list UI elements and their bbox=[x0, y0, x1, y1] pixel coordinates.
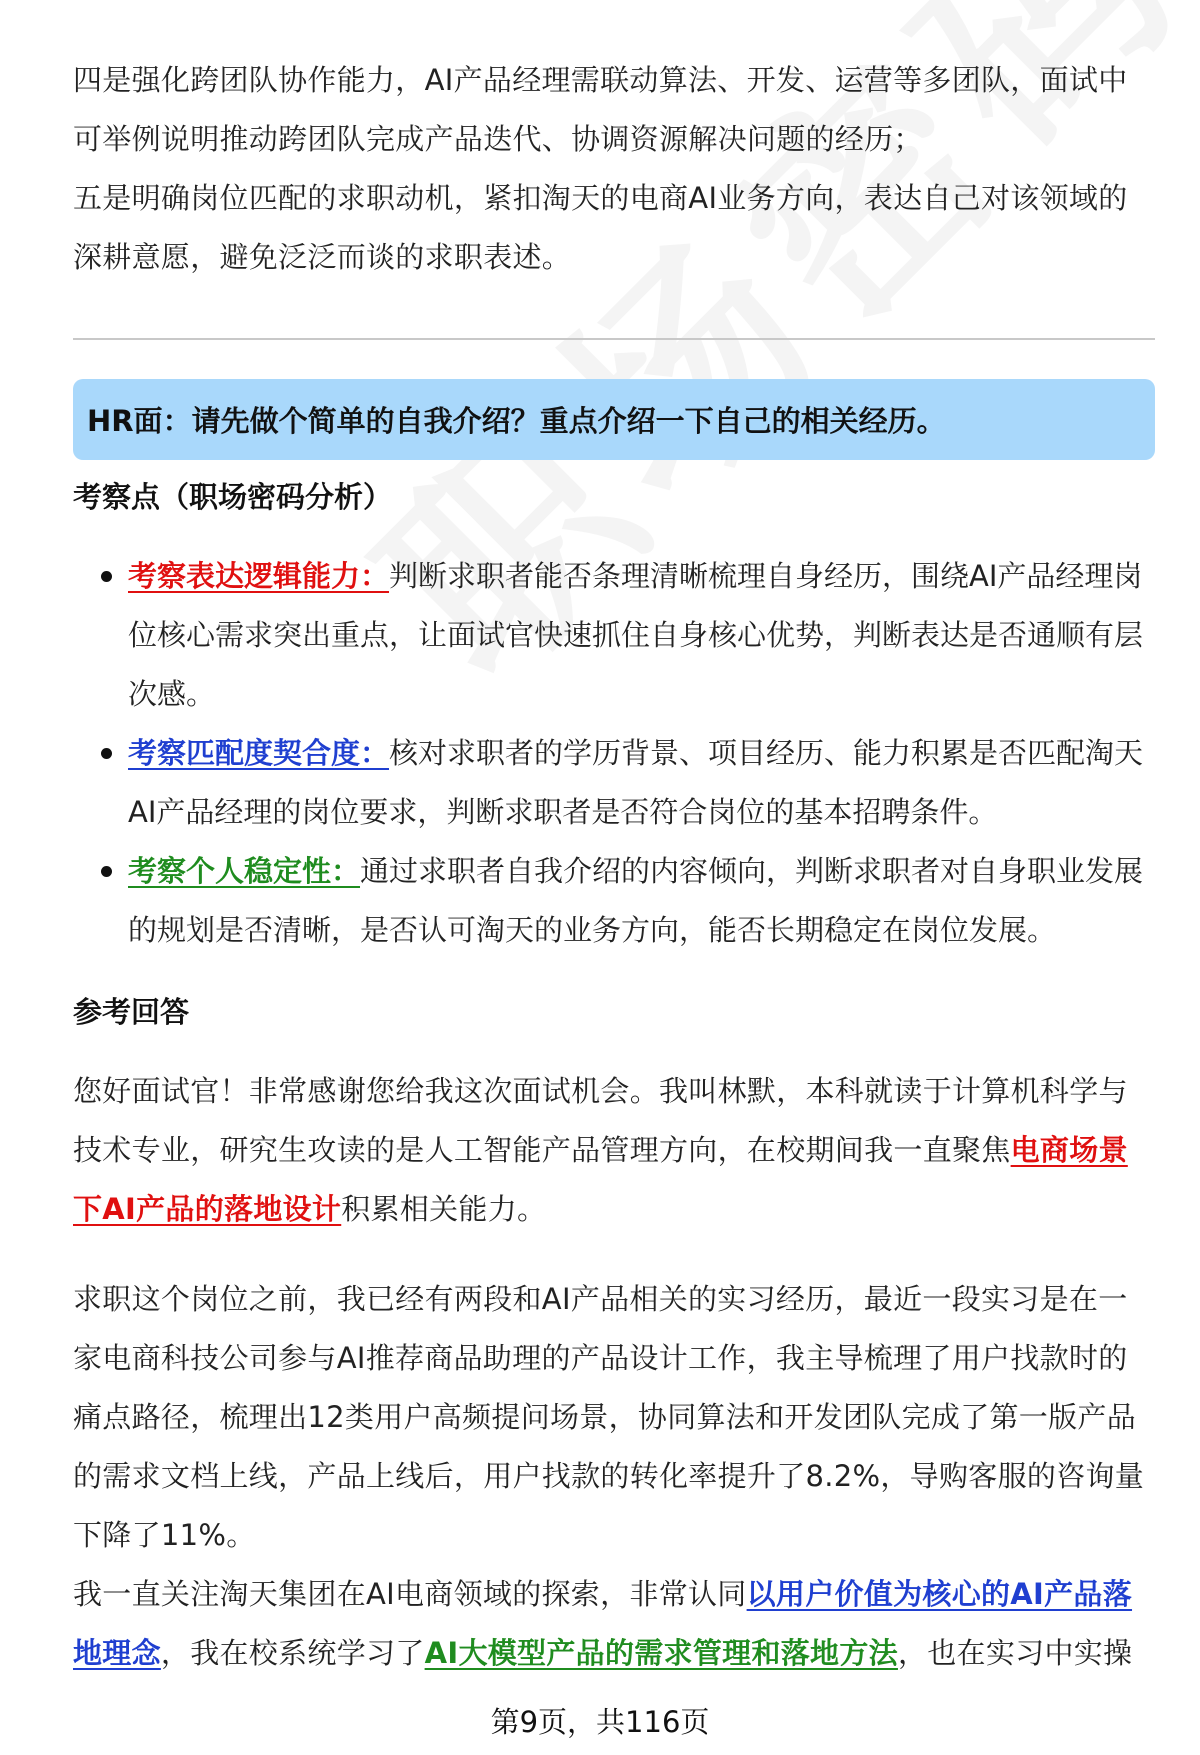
top-paragraph-line: 深耕意愿，避免泛泛而谈的求职表述。 bbox=[73, 240, 572, 274]
answer-highlight: 以用户价值为核心的AI产品落地理念 bbox=[73, 1577, 1133, 1670]
top-paragraph-line: 五是明确岗位匹配的求职动机，紧扣淘天的电商AI业务方向，表达自己对该领域的 bbox=[73, 181, 1128, 215]
assessment-list bbox=[73, 547, 1155, 960]
answer-text: ，我在校系统学习了 bbox=[160, 1636, 425, 1670]
assessment-label: 考察表达逻辑能力： bbox=[128, 559, 390, 593]
assessment-text: 通过求职者自我介绍的内容倾向，判断求职者对自身职业发展的规划是否清晰，是否认可淘天的业务方向，能否长期稳定在岗位发展。 bbox=[128, 854, 1144, 947]
answer-highlight: 电商场景下AI产品的落地设计 bbox=[73, 1133, 1128, 1226]
answer-text: 求职这个岗位之前，我已经有两段和AI产品相关的实习经历，最近一段实习是在一家电商科技公司参与AI推荐商品助理的产品设计工作，我主导梳理了用户找款时的痛点路径，梳理出12类用户高频提问场景，协同算法和开发团队完成了第一版产品的需求文档上线，产品上线后，用户找款的转化率提升了8.2%，导购客服的咨询量下降了11%。 bbox=[73, 1282, 1145, 1552]
assessment-heading: 考察点（职场密码分析） bbox=[73, 480, 393, 514]
bullet-dot-icon bbox=[101, 748, 112, 759]
assessment-label: 考察个人稳定性： bbox=[128, 854, 361, 888]
assessment-label: 考察匹配度契合度： bbox=[128, 736, 390, 770]
answer-paragraph-1 bbox=[73, 1062, 1155, 1239]
answer-text: 我一直关注淘天集团在AI电商领域的探索，非常认同 bbox=[73, 1577, 747, 1611]
answer-text: 积累相关能力。 bbox=[341, 1192, 547, 1226]
answer-text: 您好面试官！非常感谢您给我这次面试机会。我叫林默，本科就读于计算机科学与技术专业，研究生攻读的是人工智能产品管理方向，在校期间我一直聚焦 bbox=[73, 1074, 1128, 1167]
top-paragraph-line: 四是强化跨团队协作能力，AI产品经理需联动算法、开发、运营等多团队，面试中 bbox=[73, 63, 1128, 97]
assessment-text: 判断求职者能否条理清晰梳理自身经历，围绕AI产品经理岗位核心需求突出重点，让面试官快速抓住自身核心优势，判断表达是否通顺有层次感。 bbox=[128, 559, 1144, 711]
answer-highlight: AI大模型产品的需求管理和落地方法 bbox=[424, 1636, 898, 1670]
page-number: 第9页，共116页 bbox=[490, 1705, 710, 1739]
question-box bbox=[73, 379, 1155, 460]
assessment-item bbox=[73, 547, 1155, 724]
answer-paragraph-3 bbox=[73, 1565, 1155, 1683]
top-paragraph bbox=[73, 51, 1155, 287]
answer-paragraph-2 bbox=[73, 1270, 1155, 1683]
question-text: HR面：请先做个简单的自我介绍？重点介绍一下自己的相关经历。 bbox=[87, 404, 946, 438]
answer-heading: 参考回答 bbox=[73, 995, 190, 1029]
top-paragraph-line: 可举例说明推动跨团队完成产品迭代、协调资源解决问题的经历； bbox=[73, 122, 923, 156]
assessment-item bbox=[73, 842, 1155, 960]
assessment-text: 核对求职者的学历背景、项目经历、能力积累是否匹配淘天AI产品经理的岗位要求，判断求职者是否符合岗位的基本招聘条件。 bbox=[128, 736, 1144, 829]
section-divider bbox=[73, 338, 1155, 340]
answer-text: ，也在实习中实操 bbox=[897, 1636, 1133, 1670]
bullet-dot-icon bbox=[101, 571, 112, 582]
bullet-dot-icon bbox=[101, 866, 112, 877]
assessment-item bbox=[73, 724, 1155, 842]
